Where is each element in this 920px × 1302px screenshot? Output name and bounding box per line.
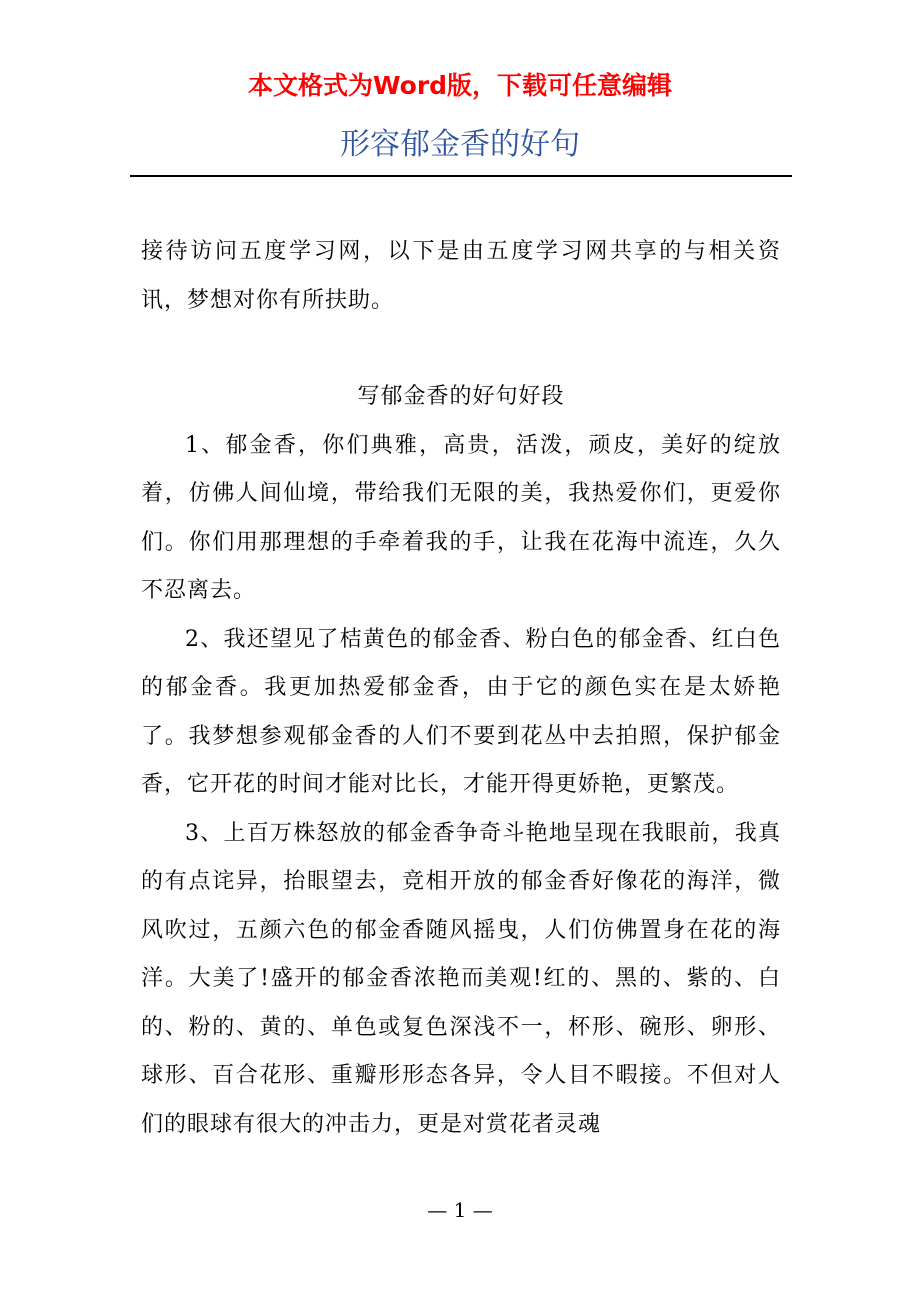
paragraph-1: 1、郁金香，你们典雅，高贵，活泼，顽皮，美好的绽放着，仿佛人间仙境，带给我们无限的美，我热爱你们，更爱你们。你们用那理想的手牵着我的手，让我在花海中流连，久久不忍离去。	[141, 432, 781, 603]
format-notice-banner: 本文格式为Word版，下载可任意编辑	[247, 71, 673, 100]
paragraph-2: 2、我还望见了桔黄色的郁金香、粉白色的郁金香、红白色的郁金香。我更加热爱郁金香，由于它的颜色实在是太娇艳了。我梦想参观郁金香的人们不要到花丛中去拍照，保护郁金香，它开花的时间才能对比长，才能开得更娇艳，更繁茂。	[141, 626, 781, 797]
section-heading: 写郁金香的好句好段	[357, 384, 565, 409]
page-number: — 1 —	[427, 1198, 493, 1222]
title-divider	[130, 175, 792, 177]
document-body	[141, 228, 781, 1149]
intro-paragraph: 接待访问五度学习网，以下是由五度学习网共享的与相关资讯，梦想对你有所扶助。	[141, 239, 781, 313]
document-title: 形容郁金香的好句	[340, 127, 580, 162]
paragraph-3: 3、上百万株怒放的郁金香争奇斗艳地呈现在我眼前，我真的有点诧异，抬眼望去，竞相开放的郁金香好像花的海洋，微风吹过，五颜六色的郁金香随风摇曳，人们仿佛置身在花的海洋。大美了!盛开的郁金香浓艳而美观!红的、黑的、紫的、白的、粉的、黄的、单色或复色深浅不一，杯形、碗形、卵形、球形、百合花形、重瓣形形态各异，令人目不暇接。不但对人们的眼球有很大的冲击力，更是对赏花者灵魂	[141, 820, 781, 1137]
